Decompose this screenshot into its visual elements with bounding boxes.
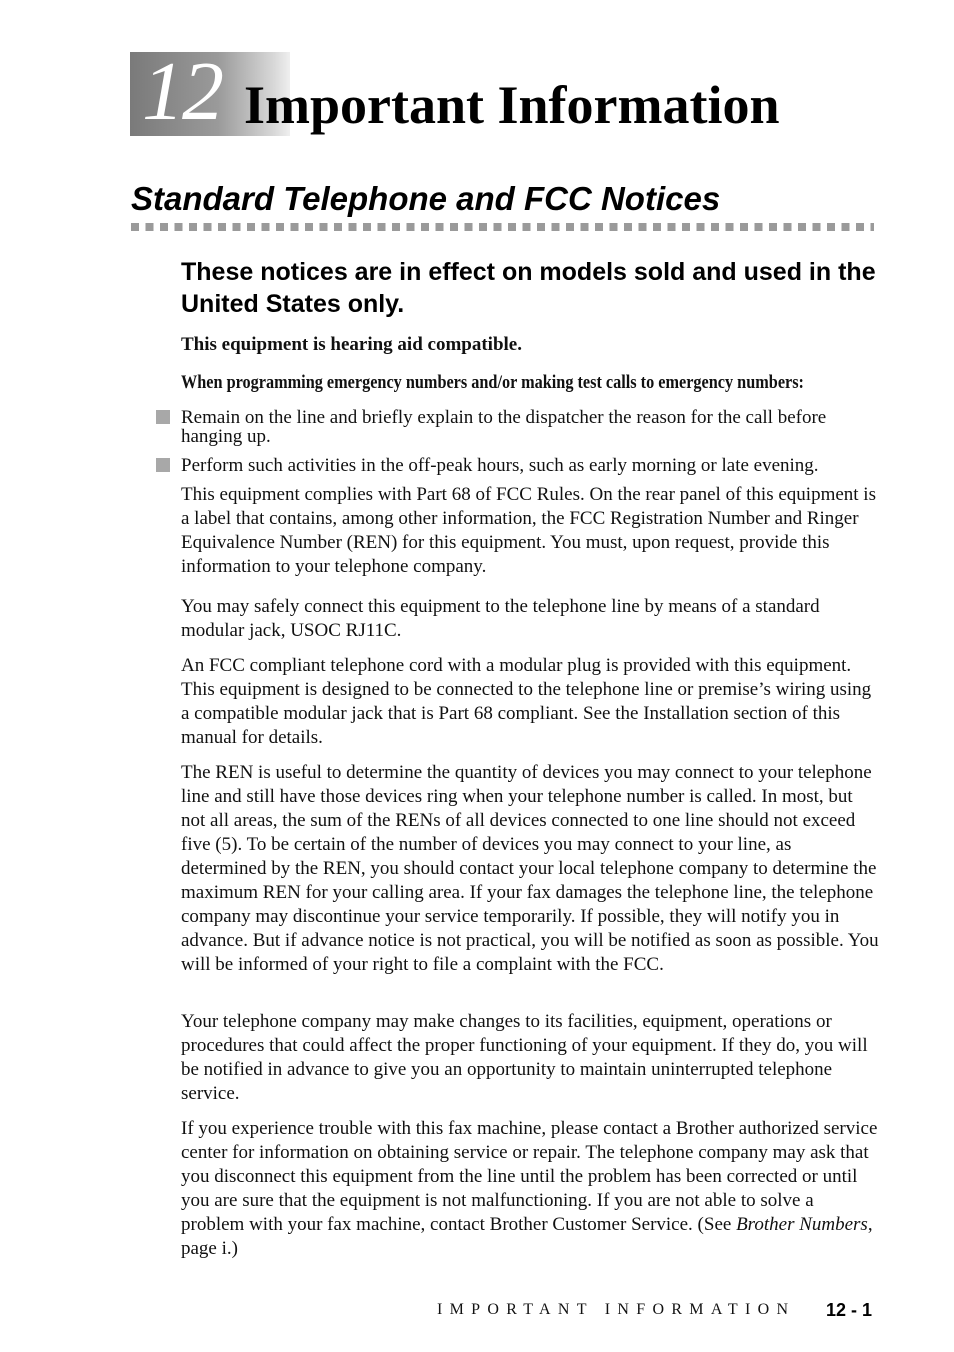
emergency-intro: When programming emergency numbers and/or making test calls to emergency numbers: xyxy=(181,372,804,393)
reference-close: , page i.) xyxy=(181,1214,873,1259)
paragraph-trouble xyxy=(181,1117,881,1261)
bullet-line: hanging up. xyxy=(181,426,271,447)
subsection-title: These notices are in effect on models sold and used in the United States only. xyxy=(181,258,876,318)
footer-page-number: 12 - 1 xyxy=(826,1300,873,1320)
paragraph-company-changes: Your telephone company may make changes to its facilities, equipment, operations or procedures that could affect the proper functioning of your equipment. If they do, you will be notified in advance to give you an opportunity to maintain uninterrupted telephone service. xyxy=(181,1011,868,1104)
paragraph-modular-jack: You may safely connect this equipment to the telephone line by means of a standard modular jack, USOC RJ11C. xyxy=(181,596,820,641)
bullet-marker xyxy=(156,458,170,472)
section-title: Standard Telephone and FCC Notices xyxy=(131,180,721,217)
paragraph-telephone-cord: An FCC compliant telephone cord with a modular plug is provided with this equipment. This equipment is designed to be connected to the telephone line or premise’s wiring using a compatible modular jack that is Part 68 compliant. See the Installation section of this manual for details. xyxy=(181,655,872,748)
paragraph-ren: The REN is useful to determine the quantity of devices you may connect to your telephone line and still have those devices ring when your telephone number is called. In most, but not all areas, the sum of the RENs of all devices connected to one line should not exceed five (5). To be certain of the number of devices you may connect to your line, as determined by the REN, you should contact your local telephone company to determine the maximum REN for your calling area. If your fax damages the telephone line, the telephone company may discontinue your service temporarily. If possible, they will notify you in advance. But if advance notice is not practical, you will be notified as soon as possible. You will be informed of your right to file a complaint with the FCC. xyxy=(181,762,879,975)
paragraph-fcc-part68: This equipment complies with Part 68 of FCC Rules. On the rear panel of this equipment is a label that contains, among other information, the FCC Registration Number and Ringer Equivalence Number (REN) for this equipment. You must, upon request, provide this information to your telephone company. xyxy=(181,484,876,577)
bullet-marker xyxy=(156,410,170,424)
bullet-item xyxy=(181,408,881,446)
chapter-number: 12 xyxy=(142,45,222,138)
section-divider xyxy=(131,223,874,231)
reference-open: (See xyxy=(697,1214,737,1235)
hearing-aid-note: This equipment is hearing aid compatible. xyxy=(181,334,522,355)
reference-link-brother-numbers: Brother Numbers xyxy=(736,1214,868,1235)
bullet-line: Remain on the line and briefly explain to the dispatcher the reason for the call before xyxy=(181,407,827,428)
chapter-title: Important Information xyxy=(244,75,780,135)
bullet-item xyxy=(181,456,881,475)
footer-chapter-label: IMPORTANT INFORMATION xyxy=(437,1301,796,1318)
bullet-line: Perform such activities in the off-peak hours, such as early morning or late evening. xyxy=(181,455,819,476)
paragraph-trouble-text: If you experience trouble with this fax machine, please contact a Brother authorized service center for information on obtaining service or repair. The telephone company may ask that you disconnect this equipment from the line until the problem has been corrected or until you are sure that the equipment is not malfunctioning. If you are not able to solve a problem with your fax machine, contact Brother Customer Service. xyxy=(181,1118,878,1235)
